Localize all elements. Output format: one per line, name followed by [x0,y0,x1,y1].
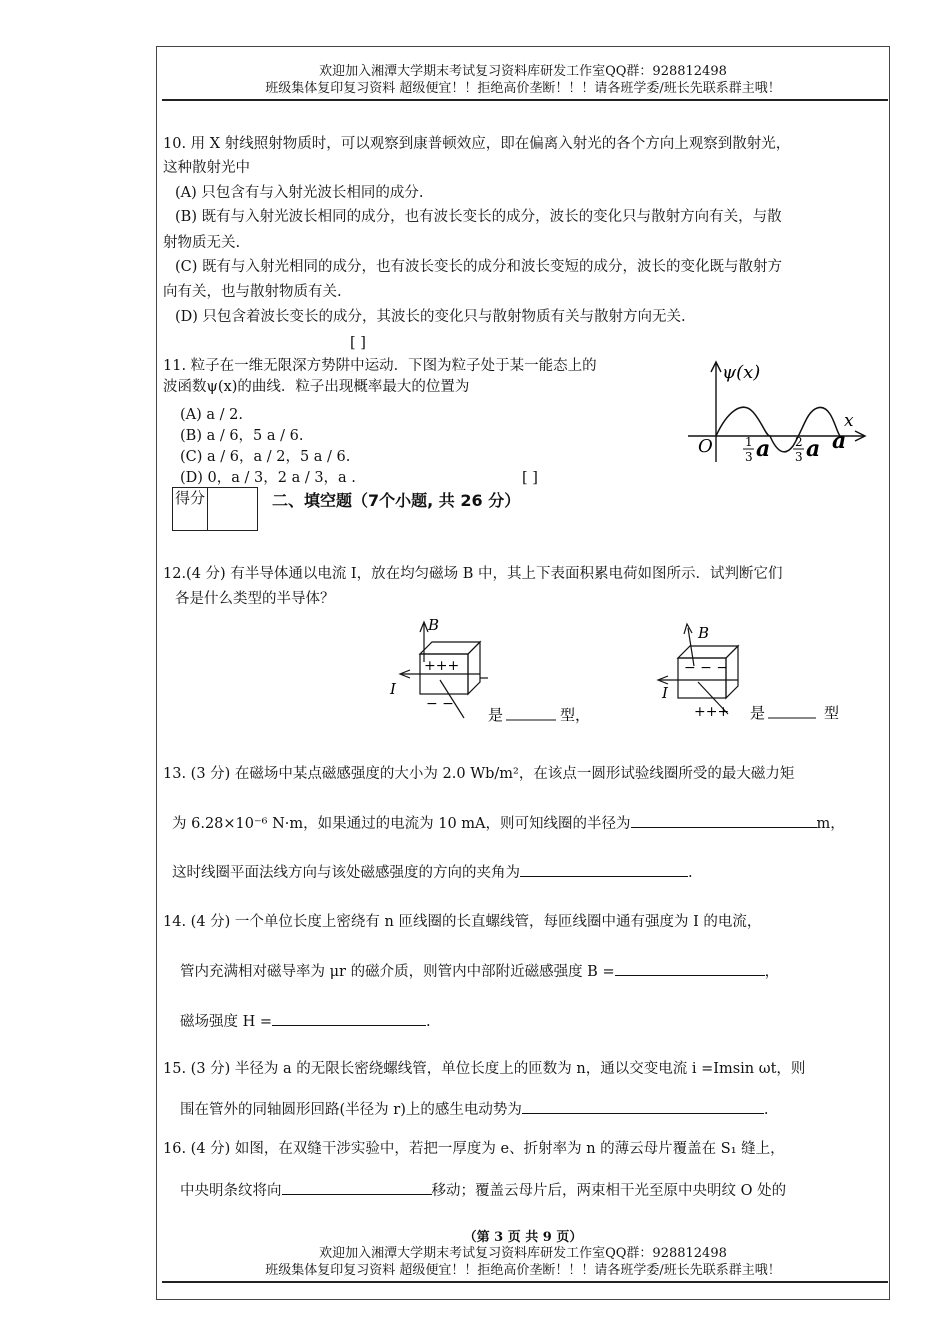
left-i-label: I [390,680,396,698]
wavefunction-curve [716,407,840,452]
footer-line-2: 班级集体复印复习资料 超级便宜！！拒绝高价垄断！！！请各班学委/班长先联系群主哦！ [265,1263,781,1278]
q15-line-1: 15. (3 分) 半径为 a 的无限长密绕螺线管，单位长度上的匝数为 n，通以交变电流 i =Imsin ωt，则 [163,1061,806,1077]
left-shi-label: 是 [488,706,504,724]
q10-option-c-2: 向有关，也与散射物质有关. [163,284,342,300]
y-axis-label: ψ(x) [722,362,761,383]
q10-option-d: (D) 只包含着波长变长的成分，其波长的变化只与散射物质有关与散射方向无关. [175,309,686,325]
q10-option-b-2: 射物质无关. [163,235,241,251]
one-third-denominator: 3 [745,450,753,464]
q14-line-2 [180,961,779,982]
footer-line-1: 欢迎加入湘潭大学期末考试复习资料库研发工作室QQ群：928812498 [319,1246,727,1261]
q16-line-2-rest: 移动；覆盖云母片后，两束相干光至原中央明纹 O 处的 [431,1183,787,1199]
q16-line-2 [180,1180,786,1201]
q11-option-b: (B) a / 6，5 a / 6. [180,428,304,444]
q10-option-c-1: (C) 既有与入射光相同的成分，也有波长变长的成分和波长变短的成分，波长的变化既与散射方 [175,259,783,275]
left-bottom-charges: − − [426,696,454,712]
well-edge-a-label: a [832,428,847,454]
q13-radius-blank[interactable] [631,813,817,828]
q16-direction-blank[interactable] [282,1180,432,1195]
q15-emf-blank[interactable] [522,1099,764,1114]
q10-option-a: (A) 只包含有与入射光波长相同的成分. [175,185,424,201]
score-box [172,487,258,531]
q14-line-2-text: 管内充满相对磁导率为 μr 的磁介质，则管内中部附近磁感强度 B = [180,964,615,980]
right-b-label: B [698,624,710,642]
wavefunction-graph [680,350,880,470]
q13-line-2 [172,813,845,834]
right-xing-label: 型 [824,704,840,722]
two-thirds-numerator: 2 [795,435,803,449]
q10-option-b-1: (B) 既有与入射光波长相同的成分，也有波长变长的成分，波长的变化只与散射方向有关，与散 [175,209,782,225]
q14-line-3-end: . [426,1014,431,1030]
q12-stem-1: 12.(4 分) 有半导体通以电流 I，放在均匀磁场 B 中，其上下表面积累电荷如图所示．试判断它们 [163,566,783,582]
q11-answer-bracket: [ ] [522,470,538,486]
q13-line-3-end: . [688,865,693,881]
page-number: （第 3 页 共 9 页） [463,1230,583,1245]
q13-line-1: 13. (3 分) 在磁场中某点磁感强度的大小为 2.0 Wb/m²，在该点一圆形试验线圈所受的最大磁力矩 [163,766,795,782]
two-thirds-denominator: 3 [795,450,803,464]
header-rule [162,99,888,101]
two-thirds-a-label: a [806,436,821,462]
q15-line-2 [180,1099,768,1120]
section-title: 二、填空题（7个小题, 共 26 分） [272,491,521,510]
right-shi-label: 是 [750,704,766,722]
header-line-2: 班级集体复印复习资料 超级便宜！！拒绝高价垄断！！！请各班学委/班长先联系群主哦！ [265,81,781,96]
origin-label: O [698,436,713,457]
q14-line-3-text: 磁场强度 H = [180,1014,273,1030]
q14-line-1: 14. (4 分) 一个单位长度上密绕有 n 匝线圈的长直螺线管，每匝线圈中通有强度为 I 的电流， [163,914,762,930]
right-i-label: I [662,684,668,702]
q15-line-2-end: . [763,1102,769,1118]
footer-rule [162,1281,888,1283]
q14-b-blank[interactable] [615,961,765,976]
q16-line-2-text: 中央明条纹将向 [180,1183,282,1199]
left-xing-label: 型， [560,706,591,724]
header-line-1: 欢迎加入湘潭大学期末考试复习资料库研发工作室QQ群：928812498 [319,64,727,79]
semiconductor-figure [380,614,860,726]
q10-stem-1: 10. 用 X 射线照射物质时，可以观察到康普顿效应，即在偏离入射光的各个方向上观察到散射光， [163,136,791,152]
q15-line-2-text: 围在管外的同轴圆形回路(半径为 r)上的感生电动势为 [180,1102,522,1118]
q13-line-3 [172,862,693,883]
q13-line-2-unit: m， [816,816,845,832]
one-third-numerator: 1 [745,435,753,449]
q11-stem-2: 波函数ψ(x)的曲线．粒子出现概率最大的位置为 [163,379,470,395]
q16-line-1: 16. (4 分) 如图，在双缝干涉实验中，若把一厚度为 e、折射率为 n 的薄云母片覆盖在 S₁ 缝上， [163,1141,785,1157]
score-label: 得分 [173,488,208,530]
q14-line-3 [180,1011,431,1032]
q11-option-d: (D) 0，a / 3，2 a / 3，a . [180,470,356,486]
q10-stem-2: 这种散射光中 [163,160,250,176]
q11-option-c: (C) a / 6，a / 2，5 a / 6. [180,449,351,465]
right-top-charges: − − − [684,660,729,676]
left-top-charges: +++ [424,658,460,674]
q13-angle-blank[interactable] [520,862,688,877]
q14-line-2-end: ， [764,964,780,980]
q14-h-blank[interactable] [272,1011,426,1026]
q12-stem-2: 各是什么类型的半导体？ [175,591,335,607]
right-bottom-charges: +++ [694,704,730,720]
one-third-a-label: a [756,436,771,462]
q13-line-2-text: 为 6.28×10⁻⁶ N·m，如果通过的电流为 10 mA，则可知线圈的半径为 [172,816,631,832]
q13-line-3-text: 这时线圈平面法线方向与该处磁感强度的方向的夹角为 [172,865,520,881]
left-b-label: B [428,616,440,634]
score-cell[interactable] [208,488,257,530]
q11-stem-1: 11. 粒子在一维无限深方势阱中运动．下图为粒子处于某一能态上的 [163,358,597,374]
q10-answer-bracket: [ ] [350,335,366,351]
x-axis-label: x [844,411,854,431]
q11-option-a: (A) a / 2. [180,407,243,423]
